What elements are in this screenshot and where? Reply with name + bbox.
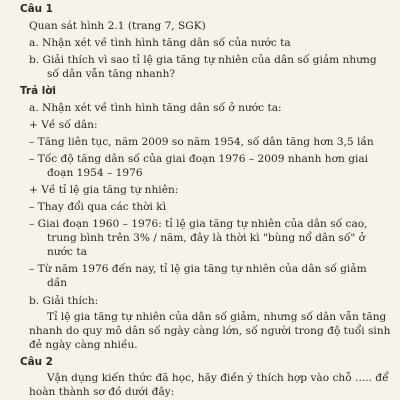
explanation-paragraph-line2: nhanh do quy mô dân số ngày càng lớn, số người trong độ tuổi sinh [29,325,391,337]
answer-part-a: a. Nhận xét về tình hình tăng dân số ở nước ta: [29,102,282,114]
question-1-heading: Câu 1 [20,3,53,15]
bullet-since-1976: – Từ năm 1976 đến nay, tỉ lệ gia tăng tự nhiên của dân số giảm [29,263,367,275]
question-1-part-a: a. Nhận xét về tình hình tăng dân số của nước ta [29,37,291,49]
question-2-line1: Vận dụng kiến thức đã học, hãy điền ý thích hợp vào chỗ ..... để [47,372,389,384]
bullet-population-increase: – Tăng liên tục, năm 2009 so năm 1954, số dân tăng hơn 3,5 lần [29,136,374,148]
question-2-heading: Câu 2 [20,356,53,368]
explanation-paragraph-line1: Tỉ lệ gia tăng tự nhiên của dân số giảm, nhưng số dân vẫn tăng [47,311,387,323]
bullet-growth-speed: – Tốc độ tăng dân số của giai đoạn 1976 – 2009 nhanh hơn giai [29,153,369,165]
population-subheading: + Về số dân: [29,119,98,131]
bullet-1960-1976: – Giai đoạn 1960 – 1976: tỉ lệ gia tăng tự nhiên của dân số cao, [29,218,368,230]
answer-heading: Trả lời [20,85,56,97]
bullet-since-1976-cont: dần [47,277,68,289]
explanation-paragraph-line3: đẻ ngày càng nhiều. [29,339,138,351]
question-1-part-b-cont: số dân vẫn tăng nhanh? [47,68,176,80]
question-1-intro: Quan sát hình 2.1 (trang 7, SGK) [29,20,206,32]
bullet-1960-1976-cont2: nước ta [47,246,87,258]
bullet-growth-speed-cont: đoạn 1954 – 1976 [47,167,143,179]
natural-growth-subheading: + Về tỉ lệ gia tăng tự nhiên: [29,184,179,196]
question-1-part-b: b. Giải thích vì sao tỉ lệ gia tăng tự nhiên của dân số giảm nhưng [29,54,377,66]
answer-part-b: b. Giải thích: [29,295,99,307]
bullet-changes-over-time: – Thay đổi qua các thời kì [29,201,167,213]
bullet-1960-1976-cont1: trung bình trên 3% / năm, đây là thời kì "bùng nổ dân số" ở [47,232,365,244]
question-2-line2: hoàn thành sơ đồ dưới đây: [29,386,175,398]
